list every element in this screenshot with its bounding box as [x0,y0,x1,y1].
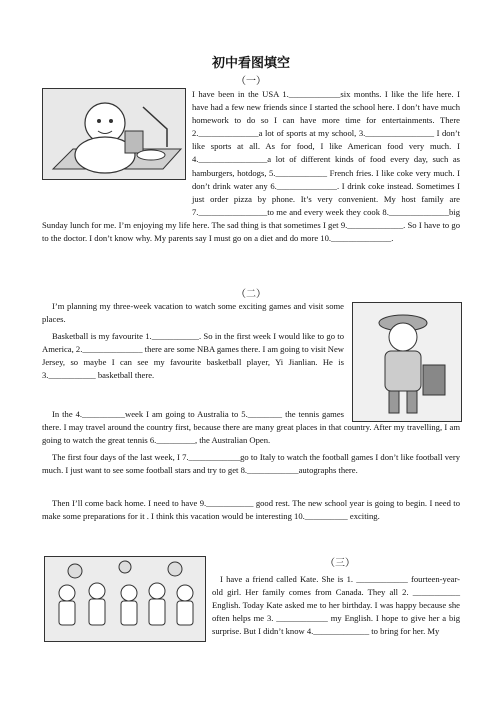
section-3-heading: （三） [325,558,355,569]
section-1-heading: （一） [236,76,266,87]
section-3-text: I have a friend called Kate. She is 1. ____________ fourteen-year-old girl. Her family comes from Canada. They all 2. ___________ English. Today Kate asked me to her birthday. I was happy because she often helps me 3. ____________ my English. I hope to give her a big surprise. But I didn’t know 4._____________ to bring for her. My [212,574,460,637]
section-1-text: I have been in the USA 1.____________six months. I like the life here. I have had a few new friends since I started the school here. I don’t have much homework to do so I can have more time for entertainments. There 2.______________a lot of sports at my school, 3.________________ I don’t like sports at all. As for food, I like American food very much. I 4.________________a lot of different kinds of food every day, such as hamburgers, hotdogs, 5.____________ French fries. I like coke very much. I don’t drink water any 6.______________. I drink coke instead. Sometimes I just order pizza by phone. It’s very convenient. My host family are 7.________________to me and every week they cook 8.______________big Sunday lunch for me. I’m enjoying my life here. The sad thing is that sometimes I get 9._____________. So I have to go to the doctor. I don’t know why. My parents say I must go on a diet and do more 10.______________. [42,89,460,244]
section-2-heading: （二） [236,289,266,300]
children-party-illustration [44,556,206,642]
page-title: 初中看图填空 [211,56,290,71]
